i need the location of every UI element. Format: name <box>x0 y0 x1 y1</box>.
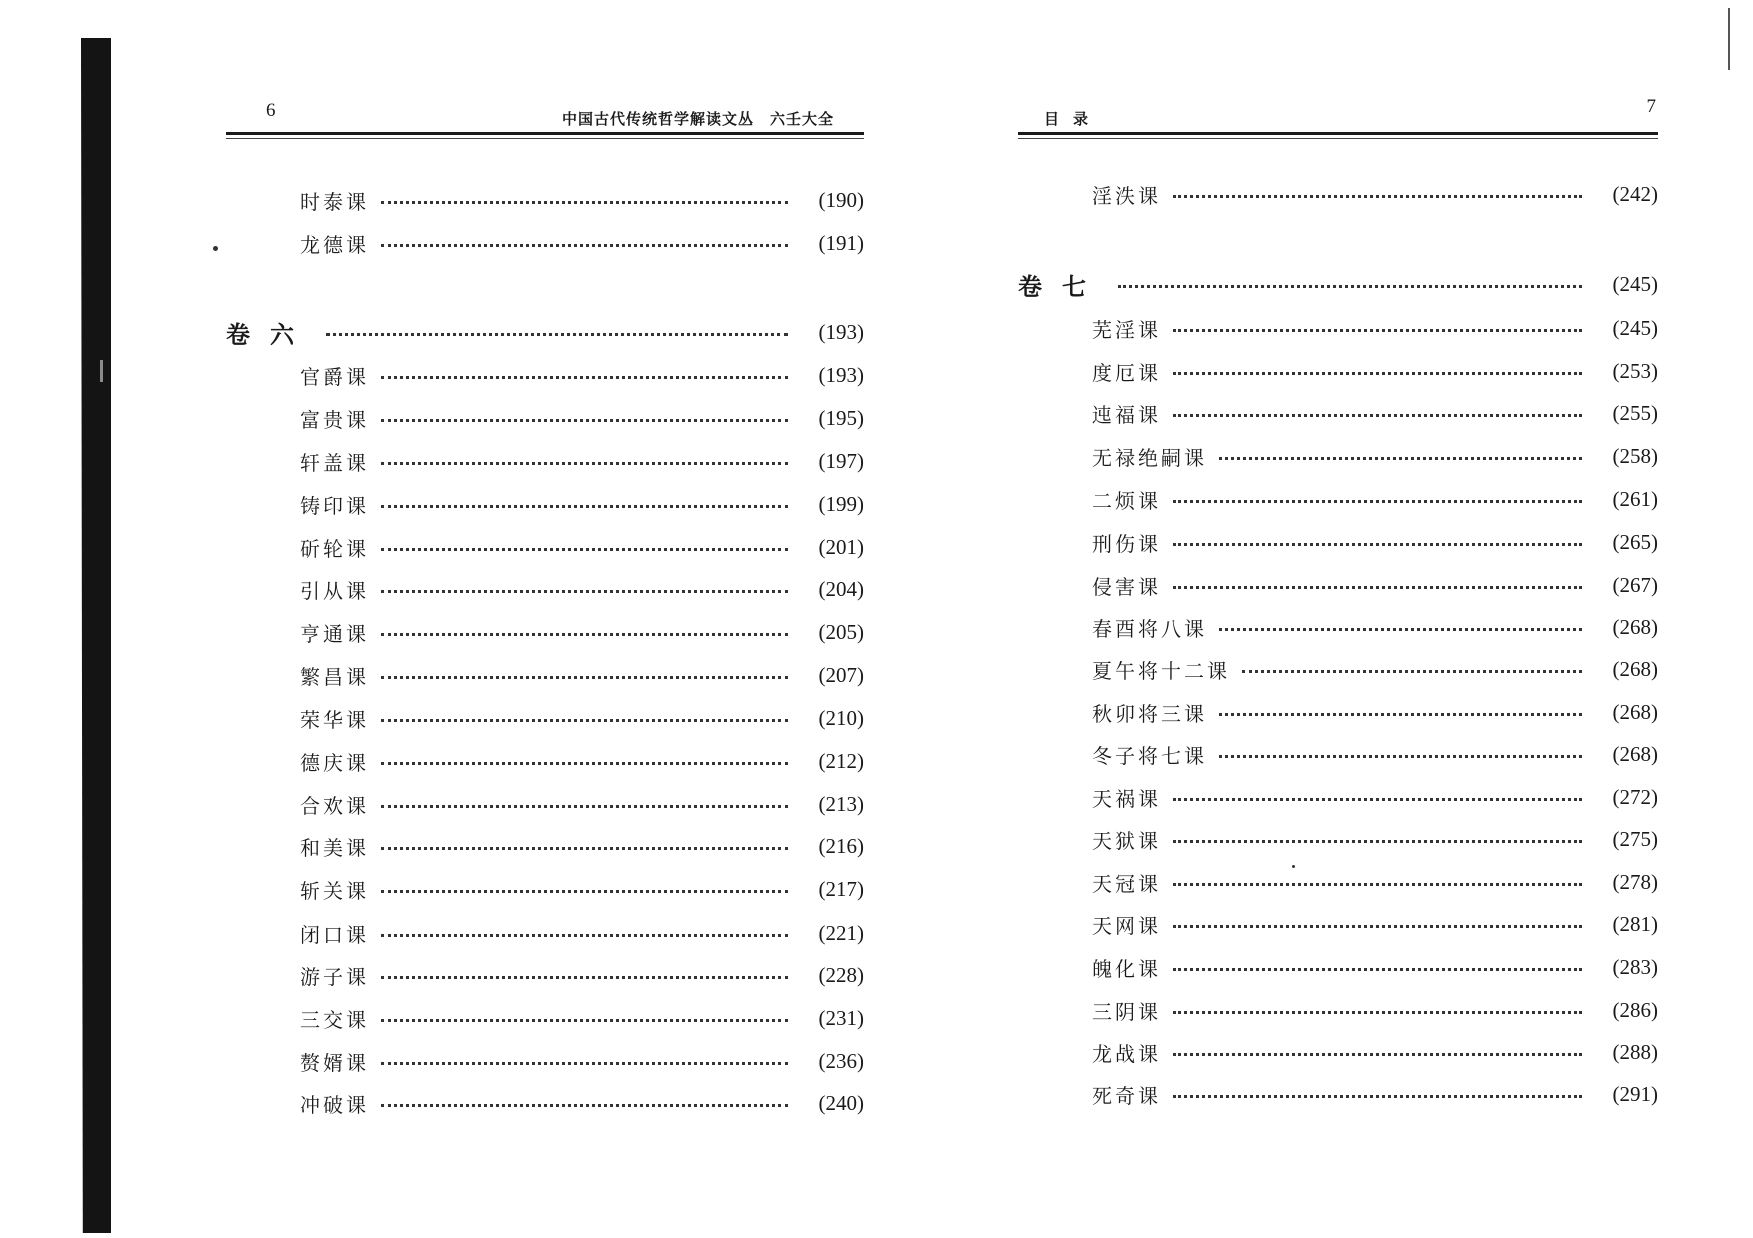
toc-dot-leader <box>1219 755 1582 758</box>
toc-page-ref: (245) <box>1612 271 1658 296</box>
toc-entry-title: 春酉将八课 <box>1092 616 1207 641</box>
toc-entry-row <box>1018 481 1658 517</box>
toc-dot-leader <box>381 890 788 893</box>
toc-entry-title: 天狱课 <box>1092 828 1161 853</box>
toc-page-ref: (205) <box>818 619 864 644</box>
toc-page-ref: (197) <box>818 448 864 473</box>
toc-entry-title: 二烦课 <box>1092 488 1161 513</box>
toc-entry-title: 繁昌课 <box>300 664 369 689</box>
toc-dot-leader <box>381 1104 788 1107</box>
toc-entry-row <box>1018 524 1658 560</box>
toc-section-title: 卷六 <box>226 319 314 349</box>
left-page-number: 6 <box>266 100 276 121</box>
toc-page-ref: (253) <box>1612 358 1658 383</box>
toc-entry-row <box>226 871 864 907</box>
toc-entry-row <box>226 657 864 693</box>
toc-page-ref: (258) <box>1612 443 1658 468</box>
left-page-header <box>226 98 864 134</box>
toc-page-ref: (190) <box>818 187 864 212</box>
toc-entry-title: 夏午将十二课 <box>1092 658 1230 683</box>
header-rule-thick <box>1018 132 1658 135</box>
toc-page-ref: (217) <box>818 876 864 901</box>
toc-dot-leader <box>381 548 788 551</box>
toc-entry-title: 芜淫课 <box>1092 317 1161 342</box>
toc-entry-row <box>1018 694 1658 730</box>
toc-page-ref: (267) <box>1612 572 1658 597</box>
toc-dot-leader <box>1173 925 1582 928</box>
toc-entry-row <box>226 357 864 393</box>
toc-entry-row <box>226 700 864 736</box>
toc-entry-title: 迍福课 <box>1092 402 1161 427</box>
toc-entry-title: 魄化课 <box>1092 956 1161 981</box>
toc-entry-row <box>1018 992 1658 1028</box>
toc-dot-leader <box>1118 285 1582 288</box>
toc-entry-title: 天祸课 <box>1092 786 1161 811</box>
toc-page-ref: (201) <box>818 534 864 559</box>
toc-page-ref: (204) <box>818 576 864 601</box>
toc-entry-row <box>1018 864 1658 900</box>
toc-entry-title: 和美课 <box>300 835 369 860</box>
toc-dot-leader <box>381 1062 788 1065</box>
toc-entry-title: 轩盖课 <box>300 450 369 475</box>
toc-page-ref: (268) <box>1612 656 1658 681</box>
toc-dot-leader <box>1219 457 1582 460</box>
toc-dot-leader <box>381 805 788 808</box>
right-page-header <box>1018 98 1658 134</box>
toc-entry-title: 天网课 <box>1092 913 1161 938</box>
page-edge-line <box>1728 8 1730 70</box>
toc-dot-leader <box>381 633 788 636</box>
toc-page-ref: (207) <box>818 662 864 687</box>
toc-page-ref: (228) <box>818 962 864 987</box>
toc-entry-row <box>1018 906 1658 942</box>
toc-entry-title: 斩关课 <box>300 878 369 903</box>
toc-entry-row <box>226 1000 864 1036</box>
toc-entry-row <box>226 915 864 951</box>
toc-entry-row <box>226 786 864 822</box>
toc-entry-title: 龙战课 <box>1092 1041 1161 1066</box>
toc-page-ref: (240) <box>818 1090 864 1115</box>
book-spine-shadow <box>81 38 111 1233</box>
toc-dot-leader <box>381 1019 788 1022</box>
toc-page-ref: (213) <box>818 791 864 816</box>
toc-dot-leader <box>1173 543 1582 546</box>
toc-entry-row <box>226 1043 864 1079</box>
toc-entry-row <box>226 571 864 607</box>
toc-entry-row <box>1018 949 1658 985</box>
right-page-number: 7 <box>1646 96 1656 117</box>
toc-page-ref: (210) <box>818 705 864 730</box>
toc-dot-leader <box>381 762 788 765</box>
toc-dot-leader <box>1173 372 1582 375</box>
toc-dot-leader <box>381 719 788 722</box>
toc-dot-leader <box>381 934 788 937</box>
toc-entry-title: 龙德课 <box>300 232 369 257</box>
toc-entry-row <box>1018 1034 1658 1070</box>
toc-page-ref: (236) <box>818 1048 864 1073</box>
toc-page-ref: (231) <box>818 1005 864 1030</box>
toc-page-ref: (286) <box>1612 997 1658 1022</box>
toc-page-ref: (275) <box>1612 826 1658 851</box>
toc-entry-title: 闭口课 <box>300 922 369 947</box>
header-rule-thin <box>226 138 864 139</box>
toc-page-ref: (268) <box>1612 741 1658 766</box>
toc-entry-row <box>226 225 864 261</box>
toc-page-ref: (291) <box>1612 1081 1658 1106</box>
toc-dot-leader <box>1173 840 1582 843</box>
toc-page-ref: (199) <box>818 491 864 516</box>
toc-dot-leader <box>381 505 788 508</box>
toc-page-ref: (281) <box>1612 911 1658 936</box>
left-page <box>226 0 864 1238</box>
toc-page-ref: (268) <box>1612 699 1658 724</box>
toc-dot-leader <box>381 847 788 850</box>
toc-entry-row <box>226 182 864 218</box>
toc-dot-leader <box>381 201 788 204</box>
toc-entry-row <box>226 614 864 650</box>
toc-entry-title: 天冠课 <box>1092 871 1161 896</box>
toc-page-ref: (242) <box>1612 181 1658 206</box>
header-rule-thick <box>226 132 864 135</box>
toc-entry-row <box>226 957 864 993</box>
toc-entry-row <box>1018 438 1658 474</box>
toc-page-ref: (261) <box>1612 486 1658 511</box>
toc-entry-title: 冬子将七课 <box>1092 743 1207 768</box>
toc-page-ref: (265) <box>1612 529 1658 554</box>
toc-entry-row <box>226 443 864 479</box>
toc-section-title: 卷七 <box>1018 271 1106 301</box>
toc-entry-title: 引从课 <box>300 578 369 603</box>
toc-entry-title: 淫泆课 <box>1092 183 1161 208</box>
toc-dot-leader <box>1173 414 1582 417</box>
toc-entry-title: 亨通课 <box>300 621 369 646</box>
toc-dot-leader <box>1173 1095 1582 1098</box>
toc-dot-leader <box>1173 968 1582 971</box>
toc-section-row <box>1018 266 1658 302</box>
toc-page-ref: (195) <box>818 405 864 430</box>
toc-dot-leader <box>1173 586 1582 589</box>
toc-entry-row <box>1018 651 1658 687</box>
toc-entry-row <box>1018 567 1658 603</box>
toc-entry-title: 赘婿课 <box>300 1050 369 1075</box>
toc-page-ref: (283) <box>1612 954 1658 979</box>
toc-dot-leader <box>381 376 788 379</box>
toc-entry-row <box>226 1085 864 1121</box>
toc-page-ref: (216) <box>818 833 864 858</box>
toc-entry-title: 时泰课 <box>300 189 369 214</box>
spine-mark <box>100 360 103 382</box>
toc-dot-leader <box>1173 1053 1582 1056</box>
toc-entry-row <box>1018 1076 1658 1112</box>
toc-entry-row <box>1018 779 1658 815</box>
toc-dot-leader <box>1173 500 1582 503</box>
toc-page-ref: (278) <box>1612 869 1658 894</box>
toc-dot-leader <box>381 419 788 422</box>
toc-dot-leader <box>1173 883 1582 886</box>
toc-entry-row <box>226 529 864 565</box>
toc-entry-row <box>1018 176 1658 212</box>
toc-dot-leader <box>1173 329 1582 332</box>
toc-entry-row <box>1018 609 1658 645</box>
toc-entry-title: 富贵课 <box>300 407 369 432</box>
toc-entry-title: 度厄课 <box>1092 360 1161 385</box>
toc-entry-title: 德庆课 <box>300 750 369 775</box>
toc-dot-leader <box>1173 195 1582 198</box>
toc-entry-row <box>1018 736 1658 772</box>
toc-dot-leader <box>381 244 788 247</box>
toc-page-ref: (193) <box>818 362 864 387</box>
toc-dot-leader <box>381 676 788 679</box>
toc-entry-title: 铸印课 <box>300 493 369 518</box>
toc-page-ref: (288) <box>1612 1039 1658 1064</box>
toc-entry-title: 官爵课 <box>300 364 369 389</box>
right-running-title: 目录 <box>1044 110 1103 128</box>
toc-entry-title: 荣华课 <box>300 707 369 732</box>
toc-entry-row <box>1018 353 1658 389</box>
toc-page-ref: (255) <box>1612 400 1658 425</box>
toc-page-ref: (212) <box>818 748 864 773</box>
toc-dot-leader <box>1219 713 1582 716</box>
toc-entry-row <box>226 400 864 436</box>
toc-entry-row <box>1018 821 1658 857</box>
toc-entry-title: 侵害课 <box>1092 574 1161 599</box>
header-rule-thin <box>1018 138 1658 139</box>
left-running-title: 中国古代传统哲学解读文丛 六壬大全 <box>561 110 834 128</box>
toc-page-ref: (268) <box>1612 614 1658 639</box>
toc-entry-title: 合欢课 <box>300 793 369 818</box>
toc-section-row <box>226 314 864 350</box>
toc-page-ref: (272) <box>1612 784 1658 809</box>
toc-dot-leader <box>1173 798 1582 801</box>
toc-entry-title: 冲破课 <box>300 1092 369 1117</box>
toc-dot-leader <box>381 590 788 593</box>
toc-entry-row <box>1018 310 1658 346</box>
toc-entry-title: 游子课 <box>300 964 369 989</box>
toc-dot-leader <box>1219 628 1582 631</box>
toc-dot-leader <box>381 462 788 465</box>
right-page <box>1018 0 1658 1238</box>
toc-entry-title: 秋卯将三课 <box>1092 701 1207 726</box>
toc-entry-title: 刑伤课 <box>1092 531 1161 556</box>
toc-dot-leader <box>326 333 788 336</box>
toc-entry-row <box>226 743 864 779</box>
toc-dot-leader <box>381 976 788 979</box>
toc-entry-title: 死奇课 <box>1092 1083 1161 1108</box>
toc-entry-row <box>1018 395 1658 431</box>
toc-entry-row <box>226 486 864 522</box>
toc-entry-row <box>226 828 864 864</box>
toc-page-ref: (221) <box>818 920 864 945</box>
toc-entry-title: 斫轮课 <box>300 536 369 561</box>
toc-dot-leader <box>1173 1011 1582 1014</box>
toc-page-ref: (245) <box>1612 315 1658 340</box>
scan-speck <box>213 246 218 251</box>
toc-page-ref: (191) <box>818 230 864 255</box>
toc-page-ref: (193) <box>818 319 864 344</box>
toc-dot-leader <box>1242 670 1582 673</box>
toc-entry-title: 无禄绝嗣课 <box>1092 445 1207 470</box>
toc-entry-title: 三交课 <box>300 1007 369 1032</box>
toc-entry-title: 三阴课 <box>1092 999 1161 1024</box>
